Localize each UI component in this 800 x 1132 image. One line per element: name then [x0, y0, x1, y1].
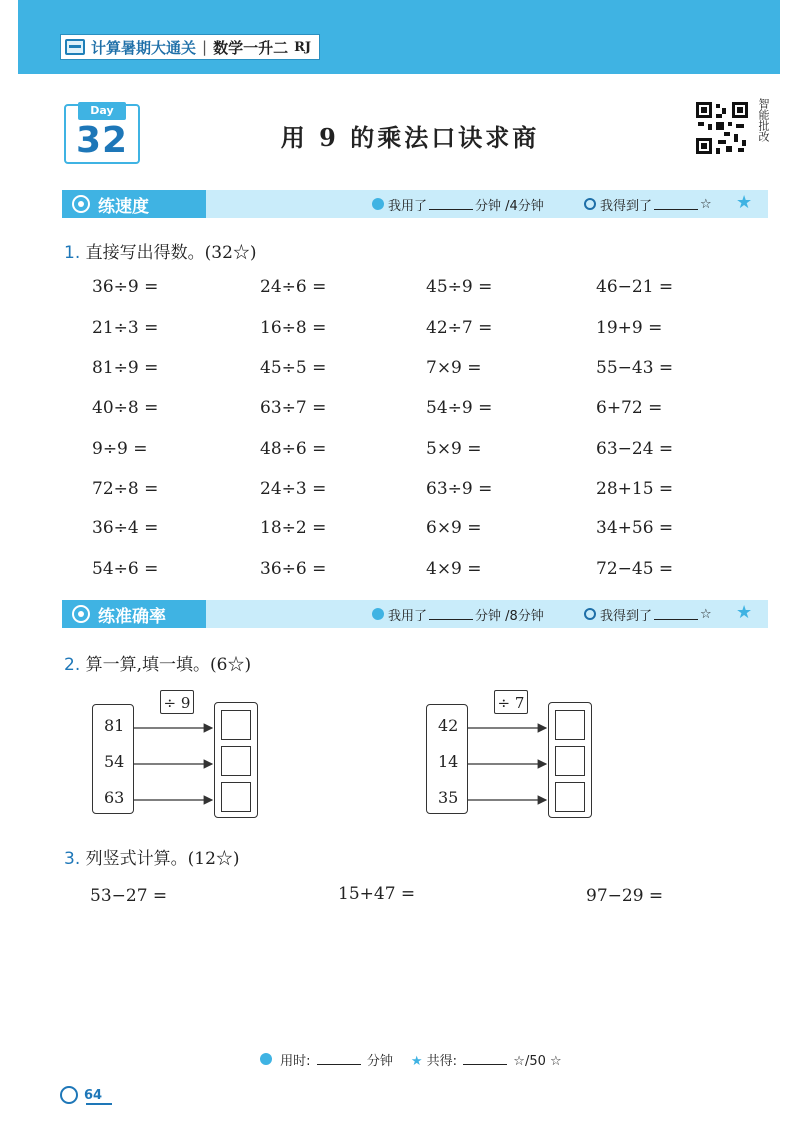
question-text: 算一算,填一填。(6☆) — [85, 655, 252, 675]
score-summary — [411, 1050, 562, 1069]
answer-box[interactable] — [221, 710, 251, 740]
vertical-calc-problem: 97−29 = — [586, 886, 664, 906]
input-number: 14 — [438, 752, 459, 771]
question-number: 3. — [64, 849, 81, 869]
oral-calc-problem: 18÷2 = — [260, 518, 327, 538]
check-icon — [584, 198, 596, 210]
question-text: 直接写出得数。(32☆) — [85, 243, 257, 263]
oral-calc-problem: 72÷8 = — [92, 479, 159, 499]
oral-calc-problem: 55−43 = — [596, 358, 674, 378]
operation-box: ÷ 9 — [160, 690, 194, 714]
total-score-label: 共得: — [426, 1054, 458, 1069]
score-label: 我得到了 — [600, 608, 653, 624]
target-icon — [72, 605, 90, 623]
time-record — [372, 600, 544, 628]
division-diagram-left — [92, 690, 272, 826]
qr-caption: 智能批改 — [757, 98, 770, 142]
edition-label: RJ — [294, 39, 312, 55]
answer-box[interactable] — [555, 782, 585, 812]
oral-calc-problem: 45÷5 = — [260, 358, 327, 378]
section-title: 练准确率 — [98, 606, 166, 627]
sun-icon — [60, 1086, 78, 1104]
oral-calc-problem: 36÷6 = — [260, 559, 327, 579]
oral-calc-problem: 81÷9 = — [92, 358, 159, 378]
time-used-label: 我用了 — [388, 608, 428, 624]
oral-calc-problem: 54÷9 = — [426, 398, 493, 418]
section-header-accuracy — [62, 600, 206, 628]
oral-calc-problem: 7×9 = — [426, 358, 482, 378]
time-record — [372, 190, 544, 218]
oral-calc-problem: 36÷4 = — [92, 518, 159, 538]
oral-calc-problem: 45÷9 = — [426, 277, 493, 297]
qr-code[interactable] — [694, 100, 750, 156]
time-used-label: 我用了 — [388, 198, 428, 214]
oral-calc-problem: 6×9 = — [426, 518, 482, 538]
score-label: 我得到了 — [600, 198, 653, 214]
star-decoration-icon: ★ — [736, 192, 753, 213]
time-blank[interactable] — [429, 198, 473, 210]
series-tab — [60, 34, 320, 60]
question-3-heading — [64, 844, 240, 869]
input-number: 54 — [104, 752, 125, 771]
total-score-unit: ☆/50 — [513, 1054, 546, 1069]
arrow-lines — [468, 714, 548, 814]
question-1-heading — [64, 238, 257, 263]
time-unit-label: 分钟 /8分钟 — [475, 608, 544, 624]
drop-icon — [372, 198, 384, 210]
question-2-heading — [64, 650, 251, 675]
series-title: 计算暑期大通关 — [91, 38, 197, 57]
series-separator: | — [202, 38, 208, 56]
oral-calc-problem: 5×9 = — [426, 439, 482, 459]
star-decoration-icon: ★ — [736, 602, 753, 623]
operation-box: ÷ 7 — [494, 690, 528, 714]
total-time-label: 用时: — [280, 1054, 311, 1069]
page-number-area — [60, 1086, 102, 1104]
oral-calc-problem: 4×9 = — [426, 559, 482, 579]
score-star: ☆ — [700, 606, 712, 622]
oral-calc-problem: 24÷6 = — [260, 277, 327, 297]
oral-calc-problem: 42÷7 = — [426, 318, 493, 338]
total-time-unit: 分钟 — [366, 1054, 393, 1069]
input-number: 35 — [438, 788, 459, 807]
division-diagram-right — [426, 690, 606, 826]
oral-calc-problem: 24÷3 = — [260, 479, 327, 499]
vertical-calc-problem: 53−27 = — [90, 886, 168, 906]
oral-calc-problem: 36÷9 = — [92, 277, 159, 297]
subject-label: 数学一升二 — [213, 38, 289, 57]
vertical-calc-problem: 15+47 = — [338, 884, 416, 904]
input-number: 81 — [104, 716, 125, 735]
question-number: 1. — [64, 243, 81, 263]
score-star: ☆ — [700, 196, 712, 212]
oral-calc-problem: 46−21 = — [596, 277, 674, 297]
total-score-blank[interactable] — [463, 1053, 507, 1065]
score-record — [584, 190, 712, 218]
oral-calc-problem: 16÷8 = — [260, 318, 327, 338]
oral-calc-problem: 63÷7 = — [260, 398, 327, 418]
section-header-speed — [62, 190, 206, 218]
oral-calc-problem: 19+9 = — [596, 318, 663, 338]
time-summary — [260, 1050, 393, 1069]
footer-summary — [260, 1050, 580, 1069]
oral-calc-problem: 28+15 = — [596, 479, 674, 499]
page-title: 用 9 的乘法口诀求商 — [280, 123, 540, 152]
book-icon — [65, 39, 85, 55]
check-icon — [584, 608, 596, 620]
time-blank[interactable] — [429, 608, 473, 620]
question-number: 2. — [64, 655, 81, 675]
oral-calc-problem: 40÷8 = — [92, 398, 159, 418]
oral-calc-problem: 48÷6 = — [260, 439, 327, 459]
page-underline — [86, 1103, 112, 1105]
input-number: 42 — [438, 716, 459, 735]
page-number: 64 — [84, 1087, 103, 1103]
question-text: 列竖式计算。(12☆) — [85, 849, 240, 869]
day-number: 32 — [75, 120, 129, 161]
oral-calc-problem: 54÷6 = — [92, 559, 159, 579]
oral-calc-problem: 72−45 = — [596, 559, 674, 579]
total-time-blank[interactable] — [317, 1053, 361, 1065]
day-label: Day — [78, 102, 126, 120]
time-unit-label: 分钟 /4分钟 — [475, 198, 544, 214]
oral-calc-problem: 9÷9 = — [92, 439, 148, 459]
answer-box[interactable] — [221, 782, 251, 812]
drop-icon — [372, 608, 384, 620]
clock-icon — [260, 1053, 272, 1065]
oral-calc-problem: 34+56 = — [596, 518, 674, 538]
input-number: 63 — [104, 788, 125, 807]
answer-box[interactable] — [555, 746, 585, 776]
section-title: 练速度 — [98, 196, 149, 217]
answer-box[interactable] — [221, 746, 251, 776]
answer-box[interactable] — [555, 710, 585, 740]
score-blank[interactable] — [654, 608, 698, 620]
total-score-star: ☆ — [550, 1054, 562, 1069]
score-record — [584, 600, 712, 628]
arrow-lines — [134, 714, 214, 814]
score-blank[interactable] — [654, 198, 698, 210]
stopwatch-icon — [72, 195, 90, 213]
oral-calc-problem: 63−24 = — [596, 439, 674, 459]
oral-calc-problem: 21÷3 = — [92, 318, 159, 338]
star-icon: ★ — [410, 1054, 423, 1069]
oral-calc-problem: 6+72 = — [596, 398, 663, 418]
oral-calc-problem: 63÷9 = — [426, 479, 493, 499]
